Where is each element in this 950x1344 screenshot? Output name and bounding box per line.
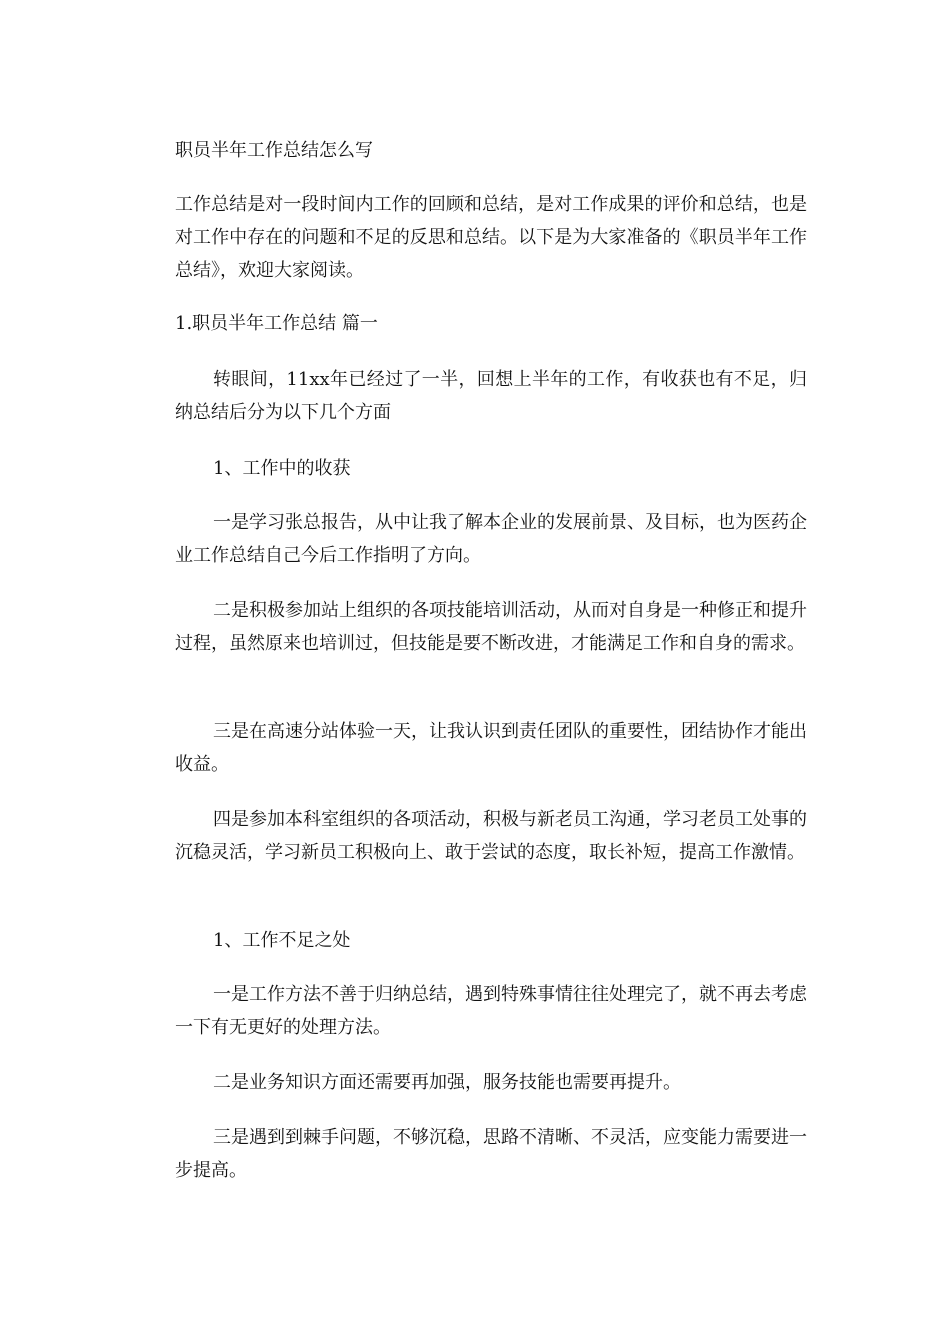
gain-item-3: 三是在高速分站体验一天，让我认识到责任团队的重要性，团结协作才能出收益。 bbox=[175, 721, 807, 775]
shortcomings-heading: 1、工作不足之处 bbox=[213, 930, 351, 951]
document-title: 职员半年工作总结怎么写 bbox=[175, 140, 373, 161]
body-paragraph: 转眼间，11xx年已经过了一半，回想上半年的工作，有收获也有不足，归纳总结后分为以下几个方面 bbox=[175, 369, 807, 423]
gain-item-1: 一是学习张总报告，从中让我了解本企业的发展前景、及目标，也为医药企业工作总结自己今后工作指明了方向。 bbox=[175, 512, 807, 566]
gain-item-2: 二是积极参加站上组织的各项技能培训活动，从而对自身是一种修正和提升过程，虽然原来也培训过，但技能是要不断改进，才能满足工作和自身的需求。 bbox=[175, 600, 807, 654]
section-heading: 1.职员半年工作总结 篇一 bbox=[175, 313, 378, 334]
gains-heading: 1、工作中的收获 bbox=[213, 458, 351, 479]
shortcoming-item-3: 三是遇到到棘手问题，不够沉稳，思路不清晰、不灵活，应变能力需要进一步提高。 bbox=[175, 1127, 807, 1181]
gain-item-4: 四是参加本科室组织的各项活动，积极与新老员工沟通，学习老员工处事的沉稳灵活，学习新员工积极向上、敢于尝试的态度，取长补短，提高工作激情。 bbox=[175, 809, 807, 863]
shortcoming-item-2: 二是业务知识方面还需要再加强，服务技能也需要再提升。 bbox=[213, 1072, 681, 1093]
intro-paragraph: 工作总结是对一段时间内工作的回顾和总结，是对工作成果的评价和总结，也是对工作中存在的问题和不足的反思和总结。以下是为大家准备的《职员半年工作总结》，欢迎大家阅读。 bbox=[175, 194, 807, 281]
shortcoming-item-1: 一是工作方法不善于归纳总结，遇到特殊事情往往处理完了，就不再去考虑一下有无更好的处理方法。 bbox=[175, 984, 807, 1038]
